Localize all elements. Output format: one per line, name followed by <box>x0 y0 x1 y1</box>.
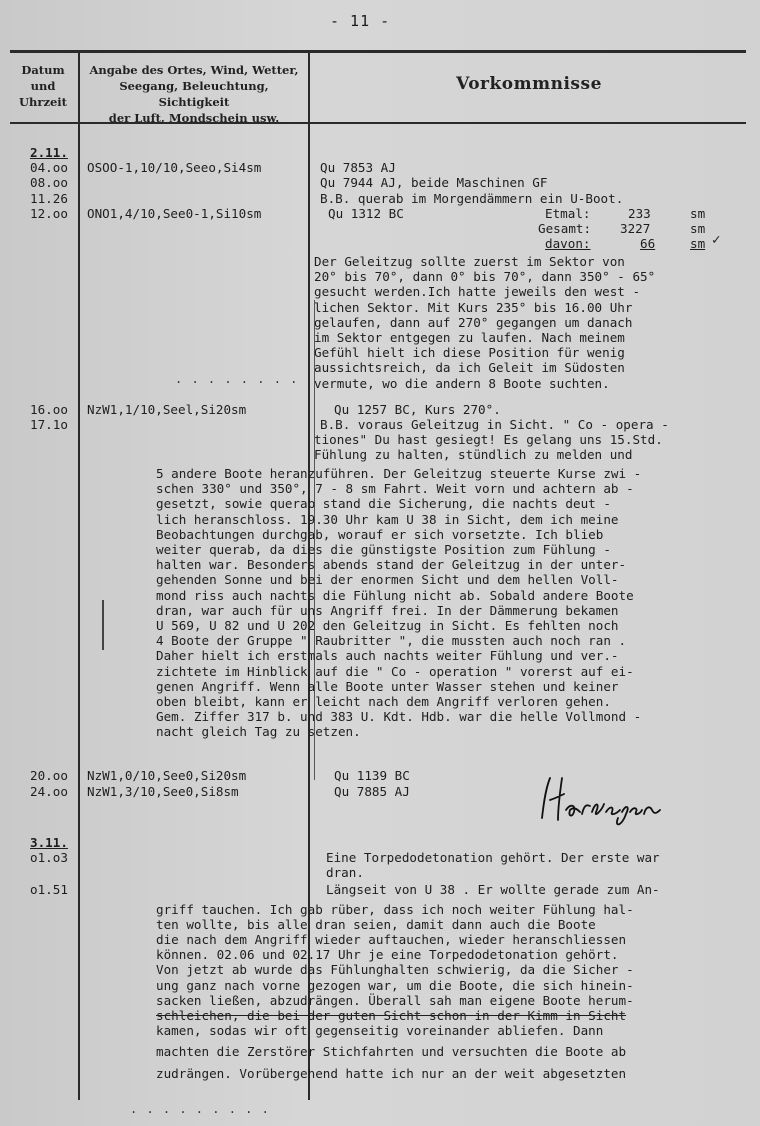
para1-line6: im Sektor entgegen zu laufen. Nach meinem <box>314 330 625 345</box>
date-2-11: 2.11. <box>30 145 68 160</box>
para2-line3: Fühlung zu halten, stündlich zu melden und <box>314 447 633 462</box>
col-divider-1 <box>78 50 80 1100</box>
para2b-line13: Daher hielt ich erstmals auch nachts weiter Fühlung und ver.- <box>156 648 619 663</box>
etmal-label: Etmal: <box>545 206 591 221</box>
para2b-line6: weiter querab, da dies die günstigste Position zum Fühlung - <box>156 542 611 557</box>
para4b-line6: ung ganz nach vorne gezogen war, um die Boote, die sich hinein- <box>156 978 634 993</box>
entry-0800: Qu 7944 AJ, beide Maschinen GF <box>320 175 548 190</box>
time-1126: 11.26 <box>30 191 68 206</box>
weather-2400: NzW1,3/10,See0,Si8sm <box>87 784 239 799</box>
para1-line3: gesucht werden.Ich hatte jeweils den west - <box>314 284 641 299</box>
para2b-line17: Gem. Ziffer 317 b. und 383 U. Kdt. Hdb. war die helle Vollmond - <box>156 709 642 724</box>
dotted-mark-1: . . . . . . . . <box>175 372 299 386</box>
header-col2-line1: Angabe des Ortes, Wind, Wetter, <box>89 63 299 77</box>
gesamt-value: 3227 <box>620 221 651 236</box>
header-col1-line1: Datum <box>21 63 65 77</box>
header-place-col <box>82 62 306 126</box>
header-col2-line2: Seegang, Beleuchtung, Sichtigkeit <box>119 79 269 109</box>
para2b-line9: mond riss auch nachts die Fühlung nicht ab. Sobald andere Boote <box>156 588 634 603</box>
davon-label: davon: <box>545 236 591 251</box>
para2b-line4: lich heranschloss. 19.30 Uhr kam U 38 in Sicht, dem ich meine <box>156 512 619 527</box>
para4b-line1: griff tauchen. Ich gab rüber, dass ich noch weiter Fühlung hal- <box>156 902 634 917</box>
para2b-line12: 4 Boote der Gruppe " Raubritter ", die mussten auch noch ran . <box>156 633 627 648</box>
para1-line7: Gefühl hielt ich diese Position für wenig <box>314 345 625 360</box>
top-rule <box>10 50 746 53</box>
etmal-value: 233 <box>628 206 651 221</box>
weather-0400: OSOO-1,10/10,Seeo,Si4sm <box>87 160 262 175</box>
para4b-line5: Von jetzt ab wurde das Fühlunghalten schwierig, da die Sicher - <box>156 962 634 977</box>
time-0103: o1.o3 <box>30 850 68 865</box>
para2b-line14: zichtete im Hinblick auf die " Co - operation " vorerst auf ei- <box>156 664 634 679</box>
para4b-line11: zudrängen. Vorübergehend hatte ich nur an der weit abgesetzten <box>156 1066 627 1081</box>
para1-line1: Der Geleitzug sollte zuerst im Sektor von <box>314 254 625 269</box>
para4b-line9: kamen, sodas wir oft gegenseitig voreinander abliefen. Dann <box>156 1023 604 1038</box>
entry-2000: Qu 1139 BC <box>334 768 410 783</box>
entry-1200: Qu 1312 BC <box>328 206 404 221</box>
para1-line2: 20° bis 70°, dann 0° bis 70°, dann 350° - 65° <box>314 269 656 284</box>
para4b-line8: schleichen, die bei der guten Sicht schon in der Kimm in Sicht <box>156 1008 627 1023</box>
para4b-line10: machten die Zerstörer Stichfahrten und versuchten die Boote ab <box>156 1044 627 1059</box>
time-1710: 17.1o <box>30 417 68 432</box>
header-col1-line3: Uhrzeit <box>19 95 67 109</box>
etmal-unit: sm <box>690 206 706 221</box>
weather-1600: NzW1,1/10,Seel,Si20sm <box>87 402 247 417</box>
para3-line1: Eine Torpedodetonation gehört. Der erste war <box>326 850 660 865</box>
time-0151: o1.51 <box>30 882 68 897</box>
entry-0400: Qu 7853 AJ <box>320 160 396 175</box>
signature-hardegen <box>530 770 680 830</box>
time-2400: 24.oo <box>30 784 68 799</box>
weather-2000: NzW1,0/10,See0,Si20sm <box>87 768 247 783</box>
time-0800: 08.oo <box>30 175 68 190</box>
time-1600: 16.oo <box>30 402 68 417</box>
header-col1-line2: und <box>30 79 56 93</box>
dotted-mark-2: . . . . . . . . . <box>130 1102 270 1116</box>
checkmark-icon: ✓ <box>712 232 721 248</box>
para1-line8: aussichtsreich, da ich Geleit im Südosten <box>314 360 625 375</box>
para2-line1: B.B. voraus Geleitzug in Sicht. " Co - opera - <box>320 417 669 432</box>
davon-value: 66 <box>640 236 656 251</box>
page-number: - 11 - <box>330 12 391 30</box>
header-events-col: Vorkommnisse <box>456 74 602 94</box>
weather-1200: ONO1,4/10,See0-1,Si10sm <box>87 206 262 221</box>
para4b-line2: ten wollte, bis alle dran seien, damit dann auch die Boote <box>156 917 596 932</box>
header-date-col <box>10 62 76 110</box>
para2b-line15: genen Angriff. Wenn alle Boote unter Wasser stehen und keiner <box>156 679 619 694</box>
gesamt-label: Gesamt: <box>538 221 592 236</box>
pencil-mark <box>102 600 104 650</box>
para4b-line4: können. 02.06 und 02.17 Uhr je eine Torpedodetonation gehört. <box>156 947 619 962</box>
time-2000: 20.oo <box>30 768 68 783</box>
gesamt-unit: sm <box>690 221 706 236</box>
para4-line1: Längseit von U 38 . Er wollte gerade zum An- <box>326 882 660 897</box>
para3-line2: dran. <box>326 865 364 880</box>
para2b-line3: gesetzt, sowie querab stand die Sicherung, die nachts deut - <box>156 496 611 511</box>
time-1200: 12.oo <box>30 206 68 221</box>
time-0400: 04.oo <box>30 160 68 175</box>
entry-1600: Qu 1257 BC, Kurs 270°. <box>334 402 501 417</box>
para2b-line5: Beobachtungen durchgab, worauf er sich vorsetzte. Ich blieb <box>156 527 604 542</box>
para2b-line8: gehenden Sonne und bei der enormen Sicht und dem hellen Voll- <box>156 572 619 587</box>
entry-1126: B.B. querab im Morgendämmern ein U-Boot. <box>320 191 624 206</box>
para1-line4: lichen Sektor. Mit Kurs 235° bis 16.00 Uhr <box>314 300 633 315</box>
para2b-line10: dran, war auch für uns Angriff frei. In der Dämmerung bekamen <box>156 603 619 618</box>
para2b-line11: U 569, U 82 und U 202 den Geleitzug in Sicht. Es fehlten noch <box>156 618 619 633</box>
header-col2-line3: der Luft, Mondschein usw. <box>108 111 280 125</box>
date-3-11: 3.11. <box>30 835 68 850</box>
para4b-line3: die nach dem Angriff wieder auftauchen, wieder heranschliessen <box>156 932 627 947</box>
para4b-line7: sacken ließen, abzudrängen. Überall sah man eigene Boote herum- <box>156 993 634 1008</box>
para2b-line7: halten war. Besonders abends stand der Geleitzug in der unter- <box>156 557 627 572</box>
para2b-line18: nacht gleich Tag zu setzen. <box>156 724 361 739</box>
davon-unit: sm <box>690 236 706 251</box>
para1-line5: gelaufen, dann auf 270° gegangen um danach <box>314 315 633 330</box>
para2b-line2: schen 330° und 350°, 7 - 8 sm Fahrt. Weit vorn und achtern ab - <box>156 481 634 496</box>
para1-line9: vermute, wo die andern 8 Boote suchten. <box>314 376 610 391</box>
para2b-line1: 5 andere Boote heranzuführen. Der Geleitzug steuerte Kurse zwi - <box>156 466 642 481</box>
para2-line2: tiones" Du hast gesiegt! Es gelang uns 15.Std. <box>314 432 663 447</box>
entry-2400: Qu 7885 AJ <box>334 784 410 799</box>
para2b-line16: oben bleibt, kann er leicht nach dem Angriff verloren gehen. <box>156 694 611 709</box>
